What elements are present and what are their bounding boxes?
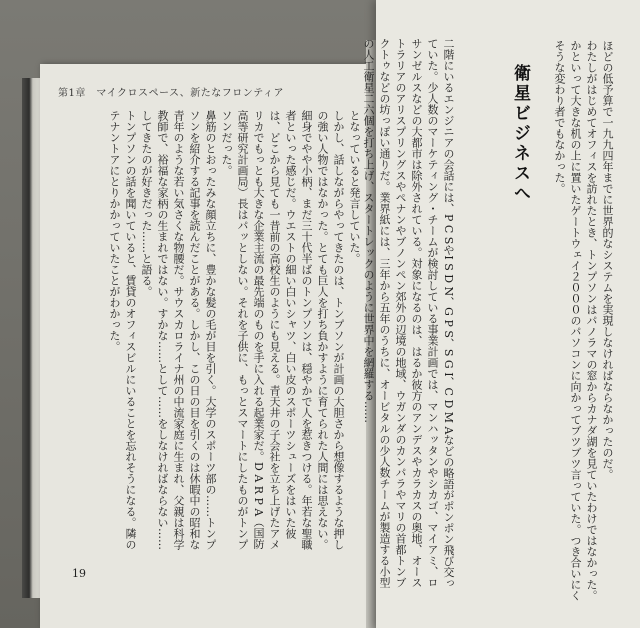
book-page-edges xyxy=(22,78,40,598)
right-page-body-text: 二階にいるエンジニアの会話には、P C SやI S D N、G P S、S G I、C D M Aなどの略語がポンポン飛び交っていた。少人数のマーケティング・チームが検討している事業計画では、マンハッタンやシカゴ、マイアミ、ロサンゼルスなどの大都市は除外されている。対象になるのは、はるか彼方のアンデスやカラカスの奥地、オーストラリアのアリスプリングスやペナンやブノンペン郊外の辺境の地域、ウガンダのカンパラやマリの首都トンブクトゥなどの坊っぽい通りだ。業界紙には、三年から五年のうちに、オービタルの少人数チームが製造する小型の人工衛星二六個を打ち上げ、スタートレックのように世界中を網羅する…… xyxy=(362,38,455,589)
page-number: 19 xyxy=(72,567,86,580)
right-page-intro-text: ほどの低予算で一九九四年までに世界的なシステムを実現しなければならなかったのだ。 わたしがはじめてオフィスを訪れたとき、トンプソンはパノラマの窓からカナダ湖を見ていたわけではなかった。かといって大きな机の上に置いたゲートウェイ２０００のパソコンに向かってブツブツ言っていた。つき合いにくそうな変わり者でもなかった。 xyxy=(553,40,614,601)
running-head: 第1章 マイクロスペース、新たなフロンティア xyxy=(58,88,284,99)
section-heading: 衛星ビジネスへ xyxy=(510,64,530,204)
left-page-body-text: となっていると発言していた。 しかし、話しながらやってきたのは、トンプソンが計画の大胆さから想像するような押しの強い人物ではなかった。とても巨人を打ち負かすように育てられた人間には思えない。細身でやや小柄、まだ三十代半ばのトンプソンは、穏やかで人を惹きつける。年若な聖職者といった感じだ。ウエストの細い白いシャツ、白い皮のスポーツシューズをはいた彼は、どこから見ても一昔前の高校生のようにも見える。青天井の子会社を立ち上げたアメリカでもっとも大きな企業主流の最先端のものを手に入れる起業家だ。D A R P A（国防高等研究計画局）長はパッとしない。それを子供に、もっとスマートにしたものがトンプソンだった。 鼻筋のとおったみな顔立ちに、豊かな髪の毛が目を引く。大学のスポーツ部の……トンプソンを紹介する記事を読んだことがある。しかし、この日の目を引くのは休暇中の昭和な青年のような若い気さくな物腰だ。サウスカロライナ州の中流家庭に生まれ、父親は科学教師で、裕福な家柄の生まれではない。すかな……として……をしなければならない……してきたのが好きだった……と語る。 トンプソンの話を聞いていると、賃貸のオフィスビルにいることを忘れそうになる。隣のテナントアにとりかかっていたことがわかった。 xyxy=(108,110,361,550)
